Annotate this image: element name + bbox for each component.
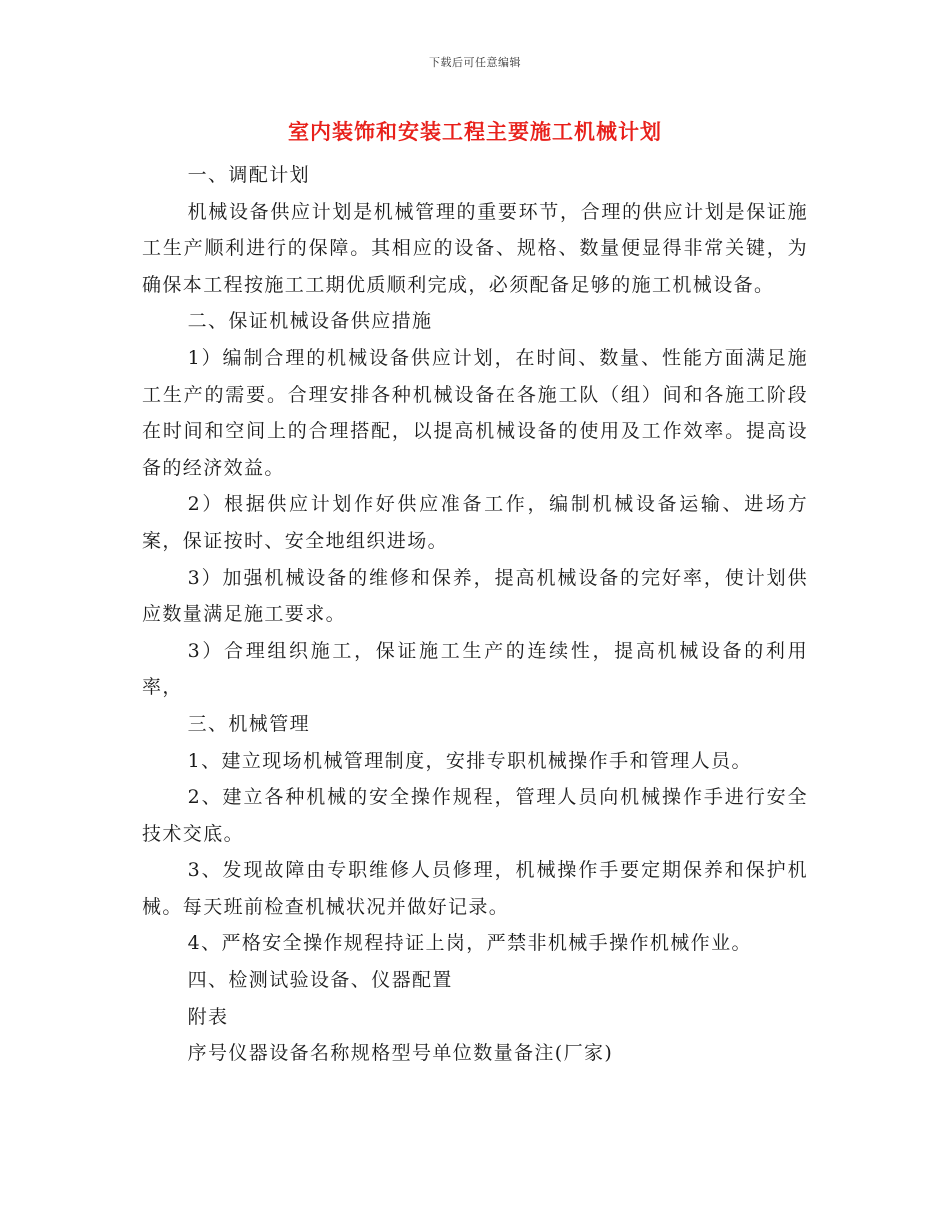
paragraph: 2、建立各种机械的安全操作规程，管理人员向机械操作手进行安全技术交底。 <box>142 786 808 845</box>
paragraph: 3、发现故障由专职维修人员修理，机械操作手要定期保养和保护机械。每天班前检查机械状况并做好记录。 <box>142 859 808 918</box>
paragraph: 3）加强机械设备的维修和保养，提高机械设备的完好率，使计划供应数量满足施工要求。 <box>142 566 808 626</box>
section-heading-1: 一、调配计划 <box>187 164 310 186</box>
document-title: 室内装饰和安装工程主要施工机械计划 <box>288 119 662 144</box>
section-heading-3: 三、机械管理 <box>187 712 310 735</box>
table-header-line: 序号仪器设备名称规格型号单位数量备注(厂家) <box>187 1042 614 1065</box>
paragraph: 3）合理组织施工，保证施工生产的连续性，提高机械设备的利用率， <box>142 639 808 699</box>
appendix-label: 附表 <box>187 1005 229 1028</box>
paragraph: 1）编制合理的机械设备供应计划，在时间、数量、性能方面满足施工生产的需要。合理安排各种机械设备在各施工队（组）间和各施工阶段在时间和空间上的合理搭配，以提高机械设备的使用及工作效率。提高设备的经济效益。 <box>142 346 808 479</box>
paragraph: 1、建立现场机械管理制度，安排专职机械操作手和管理人员。 <box>187 749 752 772</box>
header-note: 下载后可任意编辑 <box>429 56 521 69</box>
paragraph: 机械设备供应计划是机械管理的重要环节，合理的供应计划是保证施工生产顺利进行的保障。其相应的设备、规格、数量便显得非常关键，为确保本工程按施工工期优质顺利完成，必须配备足够的施工机械设备。 <box>142 200 808 296</box>
section-heading-4: 四、检测试验设备、仪器配置 <box>187 969 453 992</box>
paragraph: 2）根据供应计划作好供应准备工作，编制机械设备运输、进场方案，保证按时、安全地组织进场。 <box>142 493 808 552</box>
paragraph: 4、严格安全操作规程持证上岗，严禁非机械手操作机械作业。 <box>187 932 752 955</box>
section-heading-2: 二、保证机械设备供应措施 <box>187 310 433 333</box>
document-body <box>142 157 808 1072</box>
